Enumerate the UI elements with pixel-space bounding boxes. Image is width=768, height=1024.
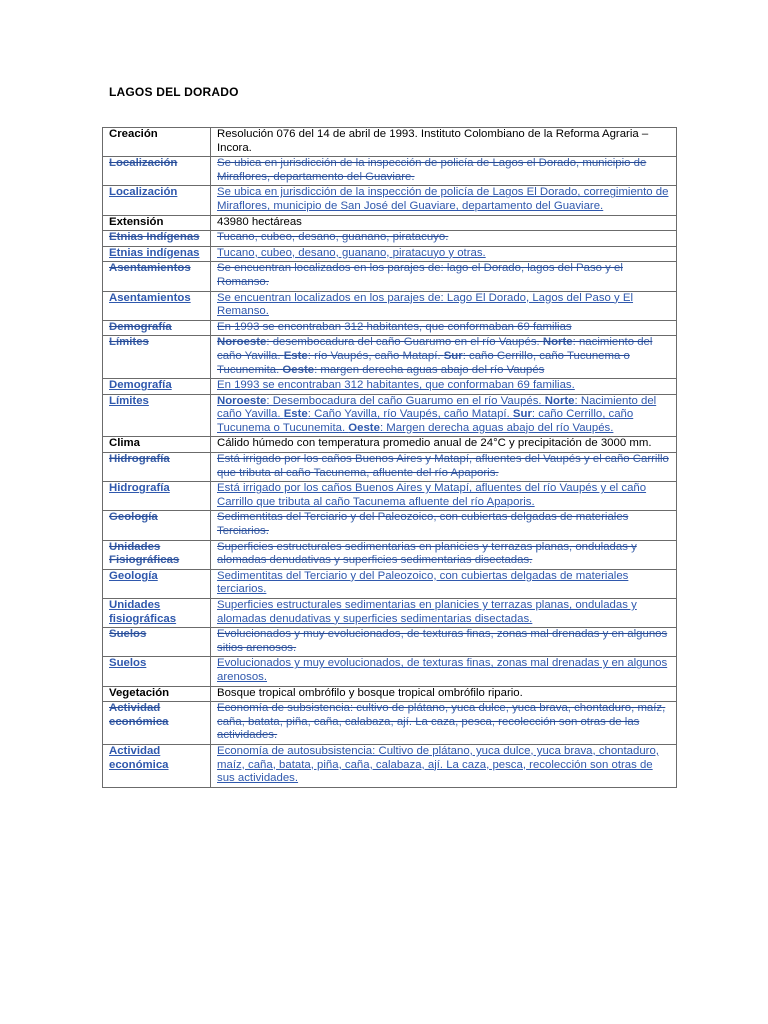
row-value (211, 394, 677, 437)
direction-text: : margen derecha aguas abajo del río Vaupés (314, 363, 545, 376)
row-label: Límites (103, 394, 211, 437)
row-value: Sedimentitas del Terciario y del Paleozoico, con cubiertas delgadas de materiales terciarios. (211, 569, 677, 598)
table-row (103, 569, 677, 598)
table-row (103, 511, 677, 540)
table-row (103, 540, 677, 569)
table-row (103, 394, 677, 437)
info-table-body (103, 128, 677, 788)
row-label: Geología (103, 569, 211, 598)
row-label: Localización (103, 186, 211, 215)
direction-label: Noroeste (217, 336, 267, 349)
table-row (103, 246, 677, 262)
table-row (103, 702, 677, 745)
row-label: Demografía (103, 320, 211, 336)
direction-text: : río Vaupés, caño Matapí. (307, 349, 444, 362)
direction-label: Sur (443, 349, 463, 362)
row-label: Suelos (103, 628, 211, 657)
table-row (103, 437, 677, 453)
row-label: Extensión (103, 215, 211, 231)
table-row (103, 128, 677, 157)
direction-label: Noroeste (217, 394, 267, 407)
direction-label: Este (283, 349, 308, 362)
direction-label: Norte (542, 336, 573, 349)
row-value: Superficies estructurales sedimentarias en planicies y terrazas planas, onduladas y alomadas denudativas y superficies sedimentarias disectadas. (211, 599, 677, 628)
row-label: Suelos (103, 657, 211, 686)
row-value: Economía de autosubsistencia: Cultivo de plátano, yuca dulce, yuca brava, chontaduro, maíz, caña, batata, piña, caña, calabaza, ají. La caza, pesca, recolección son otras de sus actividades. (211, 744, 677, 787)
table-row (103, 336, 677, 379)
row-value: Resolución 076 del 14 de abril de 1993. Instituto Colombiano de la Reforma Agraria – Incora. (211, 128, 677, 157)
row-value: Cálido húmedo con temperatura promedio anual de 24°C y precipitación de 3000 mm. (211, 437, 677, 453)
row-value (211, 336, 677, 379)
row-label: Vegetación (103, 686, 211, 702)
row-label: Etnias indígenas (103, 246, 211, 262)
table-row (103, 215, 677, 231)
info-table (102, 127, 677, 788)
table-row (103, 379, 677, 395)
direction-text: : Nacimiento del caño Yavilla. (217, 394, 657, 421)
table-row (103, 231, 677, 247)
row-value: En 1993 se encontraban 312 habitantes, que conformaban 69 familias. (211, 379, 677, 395)
row-label: Geología (103, 511, 211, 540)
row-label: Creación (103, 128, 211, 157)
direction-text: : Caño Yavilla, río Vaupés, caño Matapí. (307, 408, 513, 421)
row-value: Tucano, cubeo, desano, guanano, piratacuyo. (211, 231, 677, 247)
direction-label: Sur (512, 408, 532, 421)
table-row (103, 157, 677, 186)
direction-text: : caño Cerrillo, caño Tucunema o Tucunemita. (217, 349, 630, 376)
row-label: Unidades Fisiográficas (103, 540, 211, 569)
direction-label: Oeste (282, 363, 315, 376)
table-row (103, 453, 677, 482)
row-label: Hidrografía (103, 453, 211, 482)
row-value: Evolucionados y muy evolucionados, de texturas finas, zonas mal drenadas y en algunos sitios arenosos. (211, 628, 677, 657)
row-value: Está irrigado por los caños Buenos Aires y Matapí, afluentes del río Vaupés y el caño Carrillo que tributa al caño Tacunema afluente del río Apaporis. (211, 482, 677, 511)
row-value: Economía de subsistencia: cultivo de plátano, yuca dulce, yuca brava, chontaduro, maíz, caña, batata, piña, caña, calabaza, ají. La caza, pesca, recolección son otras de las actividades. (211, 702, 677, 745)
table-row (103, 744, 677, 787)
table-row (103, 686, 677, 702)
table-row (103, 291, 677, 320)
row-label: Etnias Indígenas (103, 231, 211, 247)
row-value: Se ubica en jurisdicción de la inspección de policía de Lagos el Dorado, municipio de Miraflores, departamento del Guaviare. (211, 157, 677, 186)
row-value: En 1993 se encontraban 312 habitantes, que conformaban 69 familias (211, 320, 677, 336)
direction-text: : desembocadura del caño Guarumo en el río Vaupés. (266, 336, 543, 349)
table-row (103, 262, 677, 291)
row-label: Clima (103, 437, 211, 453)
row-value: Se encuentran localizados en los parajes de: lago el Dorado, lagos del Paso y el Romanso. (211, 262, 677, 291)
direction-label: Este (283, 408, 308, 421)
row-label: Localización (103, 157, 211, 186)
row-value: Se encuentran localizados en los parajes de: Lago El Dorado, Lagos del Paso y El Remanso. (211, 291, 677, 320)
row-value: Se ubica en jurisdicción de la inspección de policía de Lagos El Dorado, corregimiento de Miraflores, municipio de San José del Guaviare, departamento del Guaviare. (211, 186, 677, 215)
row-label: Actividad económica (103, 744, 211, 787)
direction-text: : nacimiento del caño Yavilla. (217, 336, 653, 362)
row-value: Bosque tropical ombrófilo y bosque tropical ombrófilo ripario. (211, 686, 677, 702)
direction-label: Norte (544, 394, 575, 407)
row-label: Asentamientos (103, 262, 211, 291)
page-title: LAGOS DEL DORADO (109, 85, 239, 99)
table-row (103, 482, 677, 511)
row-label: Demografía (103, 379, 211, 395)
row-value: Tucano, cubeo, desano, guanano, piratacuyo y otras. (211, 246, 677, 262)
table-row (103, 599, 677, 628)
row-value: Sedimentitas del Terciario y del Paleozoico, con cubiertas delgadas de materiales Terciarios. (211, 511, 677, 540)
row-value: Superficies estructurales sedimentarias en planicies y terrazas planas, onduladas y alomadas denudativas y superficies sedimentarias disectadas. (211, 540, 677, 569)
row-value: Evolucionados y muy evolucionados, de texturas finas, zonas mal drenadas y en algunos arenosos. (211, 657, 677, 686)
table-row (103, 186, 677, 215)
direction-label: Oeste (348, 421, 380, 434)
row-label: Actividad económica (103, 702, 211, 745)
direction-text: : Desembocadura del caño Guarumo en el río Vaupés. (266, 394, 545, 407)
direction-text: : Margen derecha aguas abajo del río Vaupés. (379, 421, 614, 434)
table-row (103, 657, 677, 686)
row-value: Está irrigado por los caños Buenos Aires y Matapí, afluentes del Vaupés y el caño Carrillo que tributa al caño Tacunema, afluente del río Apaporis. (211, 453, 677, 482)
direction-text: : caño Cerrillo, caño Tucunema o Tucunemita. (217, 408, 634, 434)
table-row (103, 320, 677, 336)
row-label: Unidades fisiográficas (103, 599, 211, 628)
row-label: Asentamientos (103, 291, 211, 320)
table-row (103, 628, 677, 657)
row-value: 43980 hectáreas (211, 215, 677, 231)
row-label: Hidrografía (103, 482, 211, 511)
row-label: Límites (103, 336, 211, 379)
